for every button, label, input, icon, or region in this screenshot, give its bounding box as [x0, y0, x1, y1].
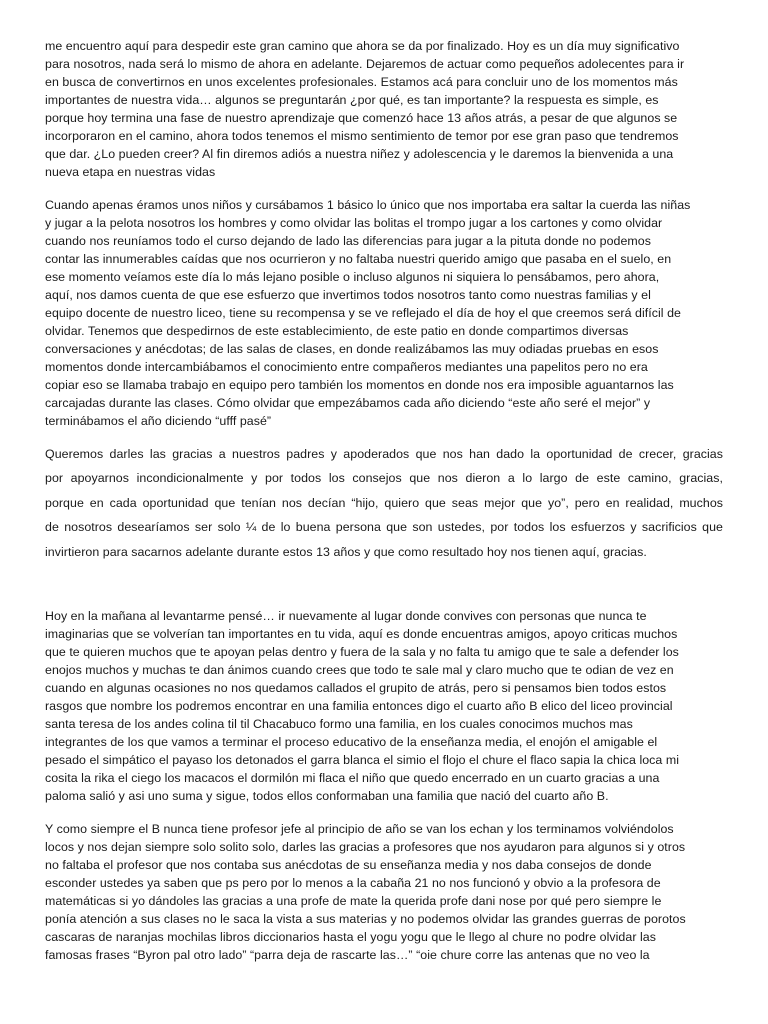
text-line: Y como siempre el B nunca tiene profesor jefe al principio de año se van los echan y los terminamos volviéndolos: [45, 822, 674, 836]
text-line: que te quieren muchos que te apoyan pelas dentro y fuera de la sala y no falta tu amigo que te sale a defender los: [45, 645, 679, 659]
text-line: ese momento veíamos este día lo más lejano posible o incluso algunos ni siquiera lo pensábamos, pero ahora,: [45, 270, 660, 284]
text-line: equipo docente de nuestro liceo, tiene su recompensa y se ve reflejado el día de hoy el que creemos será difícil de: [45, 306, 681, 320]
text-line: contar las innumerables caídas que nos ocurrieron y no faltaba nuestri querido amigo que pasaba en el suelo, en: [45, 252, 672, 266]
text-line: olvidar. Tenemos que despedirnos de este establecimiento, de este patio en donde compartimos diversas: [45, 324, 629, 338]
text-line: invirtieron para sacarnos adelante durante estos 13 años y que como resultado hoy nos tienen aquí, gracias.: [45, 545, 647, 559]
text-line: cuando nos reuníamos todo el curso dejando de lado las diferencias para jugar a la pituta donde no podemos: [45, 234, 651, 248]
text-line: carcajadas durante las clases. Cómo olvidar que empezábamos cada año diciendo “este año seré el mejor” y: [45, 396, 651, 410]
text-line: cuando en algunas ocasiones no nos quedamos callados el grupito de atrás, pero si pensamos bien todos estos: [45, 681, 667, 695]
text-line: para nosotros, nada será lo mismo de ahora en adelante. Dejaremos de actuar como pequeños adolecentes para ir: [45, 57, 685, 71]
text-line: terminábamos el año diciendo “ufff pasé”: [45, 414, 272, 428]
text-line: incorporaron en el camino, ahora todos tenemos el mismo sentimiento de temor por ese gran paso que tendremos: [45, 129, 679, 143]
text-line: imaginarias que se volverían tan importantes en tu vida, aquí es donde encuentras amigos, apoyo criticas muchos: [45, 627, 678, 641]
text-line: famosas frases “Byron pal otro lado” “parra deja de rascarte las…” “oie chure corre las antenas que no veo la: [45, 948, 650, 962]
text-line: locos y nos dejan siempre solo solito solo, darles las gracias a profesores que nos ayudaron para algunos si y otros: [45, 840, 686, 854]
text-line: copiar eso se llamaba trabajo en equipo pero también los momentos en donde nos era imposible aguantarnos las: [45, 378, 674, 392]
text-line: me encuentro aquí para despedir este gran camino que ahora se da por finalizado. Hoy es un día muy significativo: [45, 39, 680, 53]
text-line: enojos muchos y muchas te dan ánimos cuando crees que todo te sale mal y claro mucho que te odian de vez en: [45, 663, 674, 677]
text-line: de nosotros desearíamos ser solo ¼ de lo buena persona que son ustedes, por todos los esfuerzos y sacrificios que: [45, 520, 723, 534]
text-line: nueva etapa en nuestras vidas: [45, 165, 216, 179]
text-line: aquí, nos damos cuenta de que ese esfuerzo que invertimos todos nosotros tanto como nuestras familias y el: [45, 288, 651, 302]
text-line: santa teresa de los andes colina til til Chacabuco formo una familia, en los cuales conocimos muchos mas: [45, 717, 633, 731]
text-line: rasgos que nombre los podremos encontrar en una familia entonces digo el cuarto año B elico del liceo provincial: [45, 699, 673, 713]
text-line: integrantes de los que vamos a terminar el proceso educativo de la enseñanza media, el enojón el amigable el: [45, 735, 658, 749]
text-line: porque hoy termina una fase de nuestro aprendizaje que comenzó hace 13 años atrás, a pesar de que algunos se: [45, 111, 678, 125]
text-line: matemáticas si yo dándoles las gracias a una profe de mate la querida profe dani nose por qué pero siempre le: [45, 894, 662, 908]
text-line: Queremos darles las gracias a nuestros padres y apoderados que nos han dado la oportunidad de crecer, gracias: [45, 447, 723, 461]
text-line: importantes de nuestra vida… algunos se preguntarán ¿por qué, es tan importante? la respuesta es simple, es: [45, 93, 659, 107]
text-line: conversaciones y anécdotas; de las salas de clases, en donde realizábamos las muy odiadas pruebas en esos: [45, 342, 659, 356]
text-line: porque en cada oportunidad que tenían nos decían “hijo, quiero que seas mejor que yo”, pero en realidad, muchos: [45, 496, 723, 510]
text-line: que dar. ¿Lo pueden creer? Al fin diremos adiós a nuestra niñez y adolescencia y le daremos la bienvenida a una: [45, 147, 674, 161]
text-line: en busca de convertirnos en unos excelentes profesionales. Estamos acá para concluir uno de los momentos más: [45, 75, 678, 89]
text-line: y jugar a la pelota nosotros los hombres y como olvidar las bolitas el trompo jugar a los cartones y como olvidar: [45, 216, 663, 230]
text-line: no faltaba el profesor que nos contaba sus anécdotas de su enseñanza media y nos daba consejos de donde: [45, 858, 652, 872]
text-line: cosita la rika el ciego los macacos el dormilón mi flaca el niño que quedo encerrado en un cuarto gracias a una: [45, 771, 660, 785]
text-line: pesado el simpático el payaso los detonados el garra blanca el simio el flojo el chure el flaco sapia la chica loca mi: [45, 753, 680, 767]
text-line: cascaras de naranjas mochilas libros diccionarios hasta el yogu yogu que le llego al chure no podre olvidar las: [45, 930, 656, 944]
text-line: ponía atención a sus clases no le saca la vista a sus materias y no podemos olvidar las grandes guerras de porotos: [45, 912, 686, 926]
text-line: paloma salió y asi uno suma y sigue, todos ellos conformaban una familia que nació del cuarto año B.: [45, 789, 609, 803]
text-line: esconder ustedes ya saben que ps pero por lo menos a la cabaña 21 no nos funcionó y obvio a la profesora de: [45, 876, 661, 890]
text-line: momentos donde intercambiábamos el conocimiento entre compañeros mediantes una papelitos pero no era: [45, 360, 648, 374]
text-line: por apoyarnos incondicionalmente y por todos los consejos que nos dieron a lo largo de este camino, gracias,: [45, 471, 723, 485]
text-line: Hoy en la mañana al levantarme pensé… ir nuevamente al lugar donde convives con personas que nunca te: [45, 609, 647, 623]
text-line: Cuando apenas éramos unos niños y cursábamos 1 básico lo único que nos importaba era saltar la cuerda las niñas: [45, 198, 691, 212]
